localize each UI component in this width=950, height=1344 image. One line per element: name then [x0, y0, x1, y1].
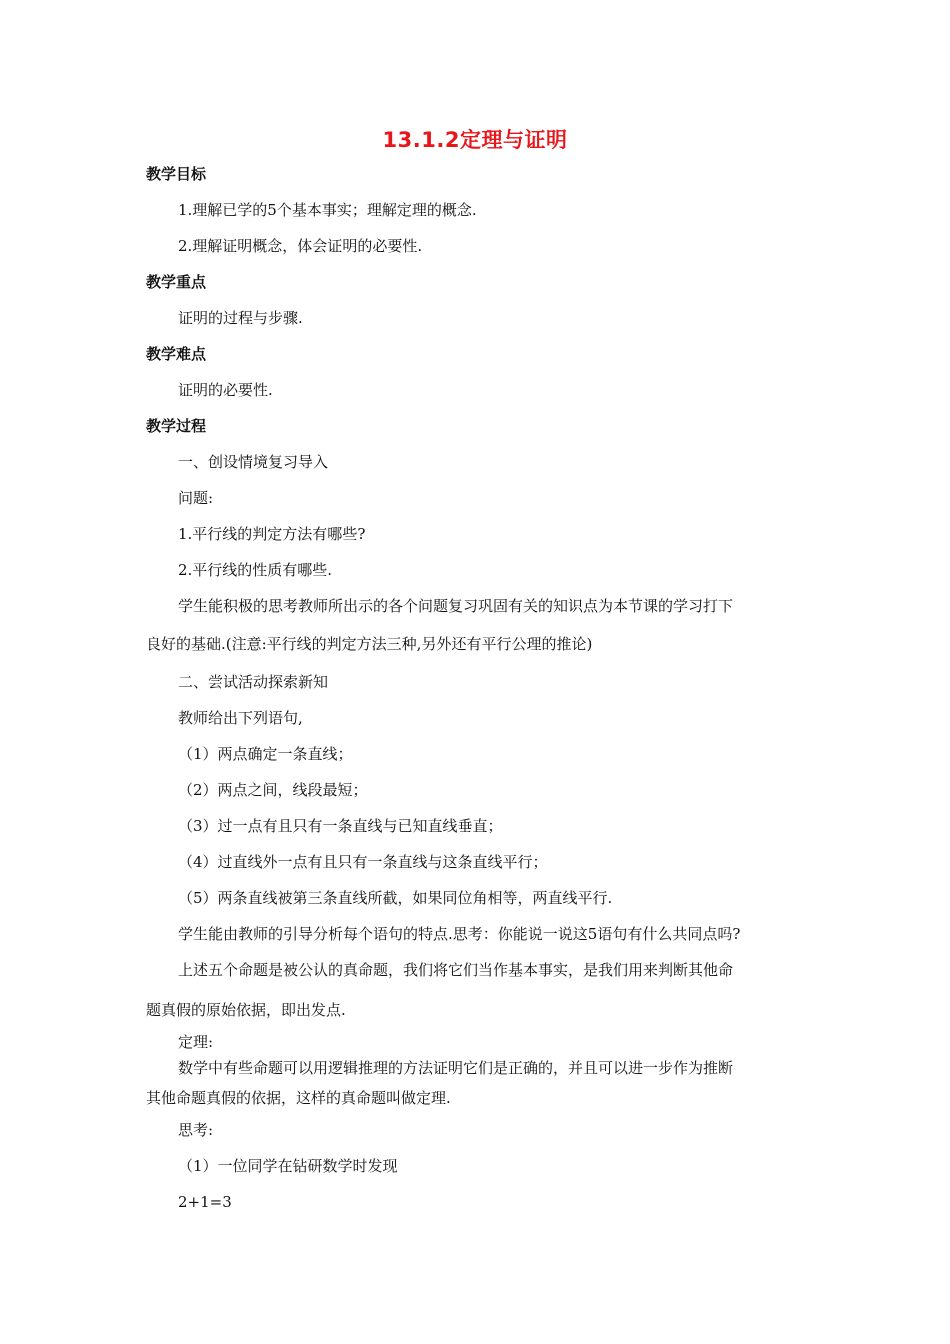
question-2: 2.平行线的性质有哪些.: [178, 561, 333, 579]
heading-teaching-goals: 教学目标: [146, 165, 207, 183]
heading-key-points: 教学重点: [146, 273, 207, 291]
question-1: 1.平行线的判定方法有哪些?: [178, 525, 366, 543]
goal-item-2: 2.理解证明概念，体会证明的必要性.: [178, 237, 423, 255]
teacher-intro: 教师给出下列语句,: [178, 709, 303, 727]
statement-3: （3）过一点有且只有一条直线与已知直线垂直；: [178, 817, 503, 835]
goal-item-1: 1.理解已学的5个基本事实；理解定理的概念.: [178, 201, 477, 219]
theorem-label: 定理:: [178, 1033, 214, 1051]
statement-5: （5）两条直线被第三条直线所截，如果同位角相等，两直线平行.: [178, 889, 613, 907]
document-title: 13.1.2定理与证明: [382, 128, 568, 152]
think-item-1: （1）一位同学在钻研数学时发现: [178, 1157, 398, 1175]
heading-difficulties: 教学难点: [146, 345, 207, 363]
key-points-text: 证明的过程与步骤.: [178, 309, 303, 327]
heading-teaching-process: 教学过程: [146, 417, 207, 435]
difficulties-text: 证明的必要性.: [178, 381, 273, 399]
theorem-line-2: 其他命题真假的依据，这样的真命题叫做定理.: [146, 1089, 451, 1107]
statement-2: （2）两点之间，线段最短；: [178, 781, 368, 799]
paragraph-1-line-2: 良好的基础.(注意:平行线的判定方法三种,另外还有平行公理的推论): [146, 635, 593, 653]
paragraph-1-line-1: 学生能积极的思考教师所出示的各个问题复习巩固有关的知识点为本节课的学习打下: [178, 597, 734, 615]
think-label: 思考:: [178, 1121, 214, 1139]
paragraph-2: 学生能由教师的引导分析每个语句的特点.思考：你能说一说这5语句有什么共同点吗?: [178, 925, 741, 943]
part1-title: 一、创设情境复习导入: [178, 453, 329, 471]
paragraph-3-line-1: 上述五个命题是被公认的真命题，我们将它们当作基本事实，是我们用来判断其他命: [178, 961, 734, 979]
paragraph-3-line-2: 题真假的原始依据，即出发点.: [146, 1001, 346, 1019]
statement-1: （1）两点确定一条直线；: [178, 745, 353, 763]
statement-4: （4）过直线外一点有且只有一条直线与这条直线平行；: [178, 853, 548, 871]
question-label: 问题:: [178, 489, 214, 507]
part2-title: 二、尝试活动探索新知: [178, 673, 329, 691]
theorem-line-1: 数学中有些命题可以用逻辑推理的方法证明它们是正确的，并且可以进一步作为推断: [178, 1059, 734, 1077]
equation: 2+1=3: [178, 1193, 232, 1211]
